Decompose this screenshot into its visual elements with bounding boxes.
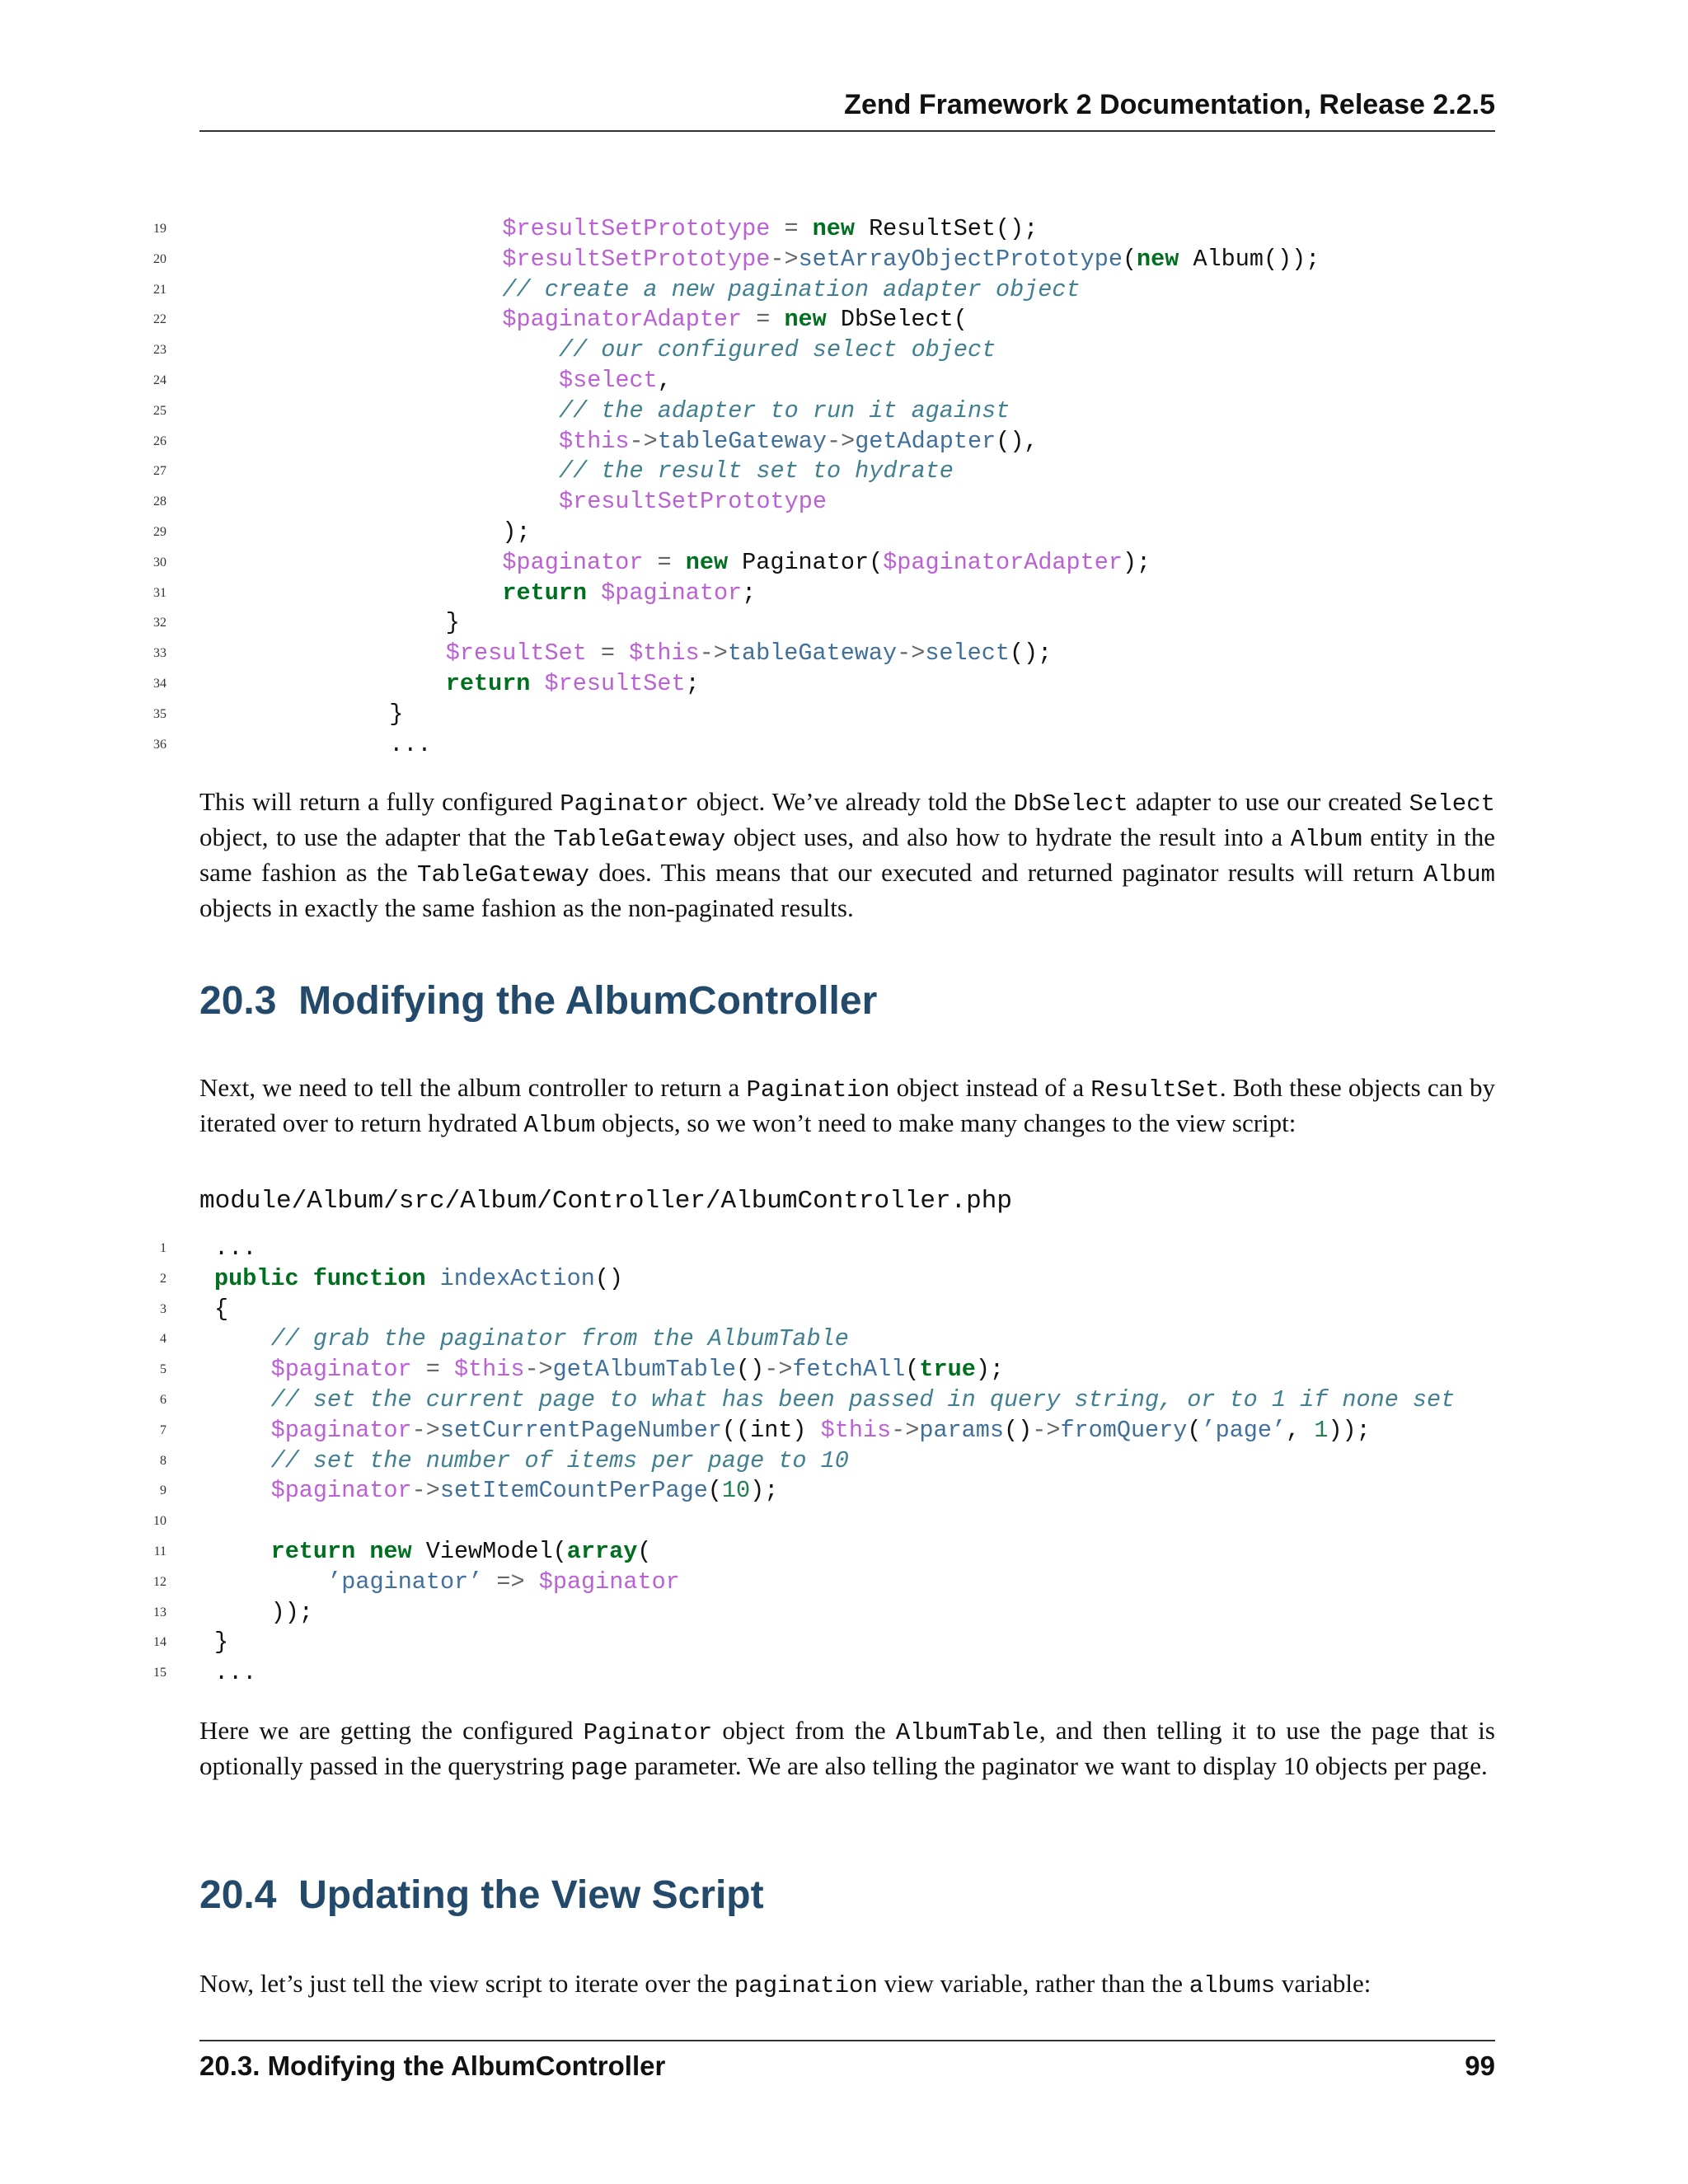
inline-code: DbSelect [1013, 790, 1128, 818]
code-text: $paginator = $this->getAlbumTable()->fetchAll(true); [270, 1356, 1005, 1384]
code-text: $resultSetPrototype [559, 488, 827, 516]
line-number: 7 [160, 1422, 166, 1437]
code-text: $this->tableGateway->getAdapter(), [559, 427, 1039, 455]
code-text: return $paginator; [502, 579, 757, 607]
inline-code: Paginator [560, 790, 689, 818]
code-text: $resultSetPrototype = new ResultSet(); [502, 215, 1039, 242]
line-number: 22 [153, 312, 166, 327]
line-number: 8 [160, 1453, 166, 1468]
code-text: } [445, 609, 460, 637]
code-text: $paginatorAdapter = new DbSelect( [502, 306, 968, 334]
text-run: does. This means that our executed and returned paginator results will return [588, 858, 1423, 887]
code-text: $paginator->setItemCountPerPage(10); [270, 1477, 779, 1505]
text-run: parameter. We are also telling the paginator we want to display 10 objects per page. [627, 1751, 1488, 1780]
inline-code: TableGateway [417, 861, 589, 888]
line-number: 27 [153, 464, 166, 479]
inline-code: Album [523, 1112, 596, 1139]
header-rule [199, 130, 1495, 132]
code-text: $paginator = new Paginator($paginatorAdapter); [502, 548, 1151, 576]
line-number: 3 [160, 1301, 166, 1316]
paragraph-2 [199, 1071, 1495, 1142]
line-number: 5 [160, 1362, 166, 1377]
line-number: 23 [153, 343, 166, 358]
code-text: } [214, 1629, 229, 1657]
inline-code: TableGateway [553, 826, 726, 853]
inline-code: Album [1423, 861, 1495, 888]
page-number: 99 [1465, 2050, 1495, 2081]
code-text: // the result set to hydrate [559, 457, 954, 485]
code-text: return new ViewModel(array( [270, 1537, 652, 1565]
code-text: ); [502, 518, 531, 546]
line-number: 20 [153, 251, 166, 266]
section-number: 20.4 [199, 1873, 277, 1917]
inline-code: Pagination [746, 1076, 890, 1104]
text-run: object uses, and also how to hydrate the result into a [725, 823, 1291, 851]
footer-rule [199, 2040, 1495, 2041]
text-run: adapter to use our created [1128, 787, 1409, 816]
text-run: . Both these objects can by iterated over to return hydrated [199, 1073, 1495, 1137]
code-text: // create a new pagination adapter object [502, 275, 1081, 303]
text-run: object, to use the adapter that the [199, 823, 554, 851]
line-number: 12 [153, 1574, 166, 1589]
line-number: 21 [153, 282, 166, 297]
code-text: // the adapter to run it against [559, 396, 1010, 424]
text-run: Next, we need to tell the album controller to return a [199, 1073, 747, 1102]
line-number: 29 [153, 524, 166, 539]
section-heading-20-4 [199, 1872, 764, 1918]
inline-code: Paginator [583, 1719, 713, 1746]
text-run: objects, so we won’t need to make many changes to the view script: [595, 1108, 1296, 1137]
text-run: object from the [712, 1716, 896, 1745]
file-path: module/Album/src/Album/Controller/AlbumController.php [199, 1187, 1012, 1216]
paragraph-1 [199, 785, 1495, 925]
section-heading-20-3 [199, 978, 877, 1024]
section-title: Updating the View Script [298, 1873, 764, 1917]
code-text: } [389, 700, 404, 728]
line-number: 4 [160, 1332, 166, 1347]
code-text: $resultSetPrototype->setArrayObjectPrototype(new Album()); [502, 245, 1320, 273]
line-number: 26 [153, 434, 166, 448]
code-text: $paginator->setCurrentPageNumber((int) $this->params()->fromQuery(’page’, 1)); [270, 1416, 1371, 1444]
running-header: Zend Framework 2 Documentation, Release 2.2.5 [844, 89, 1495, 120]
line-number: 34 [153, 676, 166, 691]
section-number: 20.3 [199, 979, 277, 1023]
code-text: $select, [559, 366, 672, 394]
text-run: objects in exactly the same fashion as the non-paginated results. [199, 893, 854, 922]
inline-code: pagination [734, 1972, 878, 1999]
line-number: 36 [153, 737, 166, 752]
code-text: ... [214, 1235, 257, 1262]
code-text: )); [270, 1598, 313, 1626]
section-title: Modifying the AlbumController [298, 979, 878, 1023]
paragraph-3 [199, 1714, 1495, 1785]
code-text: // set the current page to what has been passed in query string, or to 1 if none set [270, 1385, 1456, 1413]
text-run: entity in the same fashion as the [199, 823, 1495, 887]
line-number: 15 [153, 1666, 166, 1680]
inline-code: Select [1409, 790, 1495, 818]
line-number: 19 [153, 222, 166, 236]
line-number: 10 [153, 1514, 166, 1529]
line-number: 13 [153, 1605, 166, 1619]
text-run: , and then telling it to use the page that is optionally passed in the querystring [199, 1716, 1495, 1780]
line-number: 30 [153, 555, 166, 569]
inline-code: page [570, 1755, 628, 1782]
line-number: 24 [153, 373, 166, 387]
line-number: 6 [160, 1392, 166, 1407]
code-text: return $resultSet; [445, 669, 700, 697]
inline-code: Album [1290, 826, 1362, 853]
line-number: 14 [153, 1635, 166, 1650]
code-text: $resultSet = $this->tableGateway->select(); [445, 640, 1053, 668]
text-run: object instead of a [889, 1073, 1091, 1102]
inline-code: albums [1189, 1972, 1276, 1999]
code-text: // our configured select object [559, 336, 996, 364]
code-text: // set the number of items per page to 10 [270, 1446, 849, 1474]
inline-code: ResultSet [1090, 1076, 1220, 1104]
line-number: 31 [153, 585, 166, 600]
line-number: 2 [160, 1271, 166, 1286]
line-number: 9 [160, 1483, 166, 1498]
code-text: ... [389, 730, 432, 758]
code-text: // grab the paginator from the AlbumTable [270, 1325, 849, 1353]
text-run: Now, let’s just tell the view script to iterate over the [199, 1969, 734, 1998]
text-run: Here we are getting the configured [199, 1716, 584, 1745]
line-number: 11 [153, 1544, 166, 1558]
line-number: 33 [153, 646, 166, 661]
code-text: { [214, 1295, 229, 1323]
text-run: This will return a fully configured [199, 787, 560, 816]
code-text: ’paginator’ => $paginator [327, 1568, 680, 1596]
line-number: 28 [153, 494, 166, 509]
paragraph-4 [199, 1967, 1495, 2003]
line-number: 35 [153, 706, 166, 721]
code-text: ... [214, 1659, 257, 1687]
line-number: 32 [153, 616, 166, 630]
text-run: object. We’ve already told the [688, 787, 1014, 816]
footer-section: 20.3. Modifying the AlbumController [199, 2050, 666, 2081]
inline-code: AlbumTable [895, 1719, 1039, 1746]
code-text: public function indexAction() [214, 1264, 624, 1292]
text-run: variable: [1275, 1969, 1372, 1998]
line-number: 25 [153, 403, 166, 418]
text-run: view variable, rather than the [877, 1969, 1189, 1998]
line-number: 1 [160, 1241, 166, 1255]
